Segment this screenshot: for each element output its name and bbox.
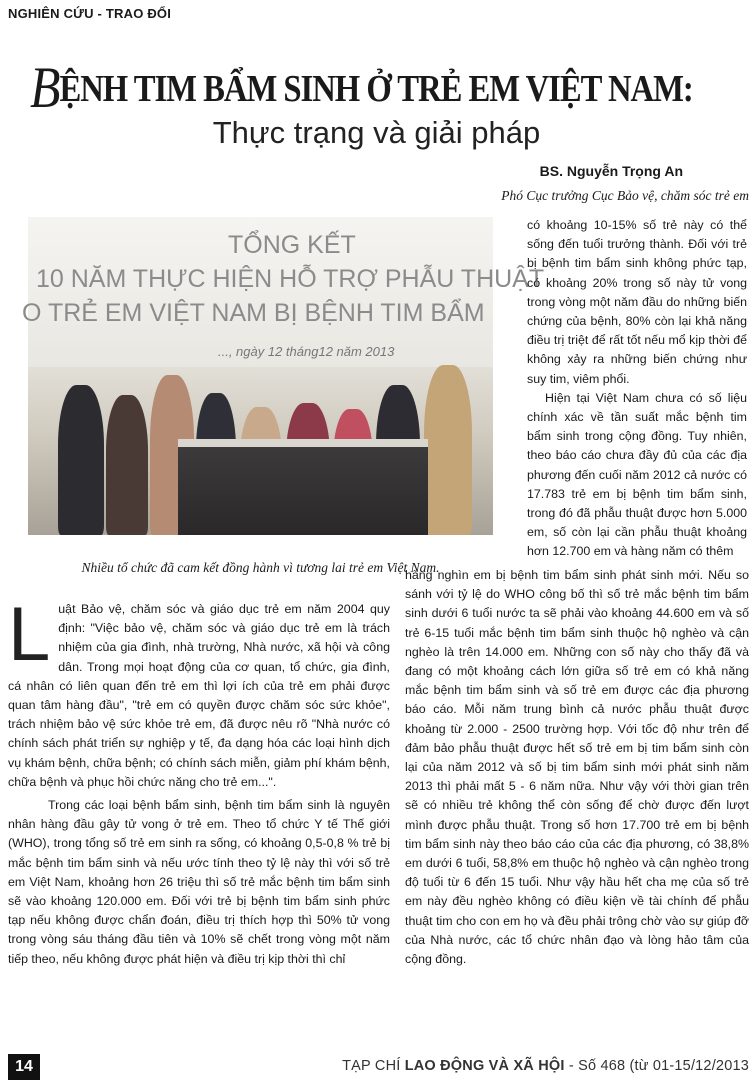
person-figure — [58, 385, 104, 535]
article-photo — [22, 217, 545, 535]
journal-prefix: TẠP CHÍ — [342, 1058, 405, 1074]
banner-line-2: 10 NĂM THỰC HIỆN HỖ TRỢ PHẪU THUẬT — [36, 265, 545, 293]
left-column — [8, 592, 390, 969]
middle-column — [405, 566, 749, 969]
paragraph: hàng nghìn em bị bệnh tim bẩm sinh phát sinh mới. Nếu so sánh với tỷ lệ do WHO công bố thì số trẻ mắc bệnh tim bẩm sinh dưới 6 tuổi nước ta sẽ phải vào khoảng 44.600 em và số trẻ 6-15 tuổi mắc bệnh tim bẩm sinh thuộc hộ nghèo và cận nghèo là trên 14.000 em. Những con số này cho thấy đã và đang có một khoảng cách lớn giữa số trẻ em có khả năng mắc bệnh tim bẩm sinh và số trẻ em được các địa phương báo cáo. Mỗi năm trung bình cả nước phẫu thuật được khoảng từ 2.000 - 2500 trường hợp. Với tốc độ như trên để đảm bảo phẫu thuật được hết số trẻ em bị tim bẩm sinh còn lại của năm 2012 và số bị tim bẩm sinh mới phát sinh năm 2013 thì phải mất 5 - 6 năm nữa. Như vậy với thời gian trên sẽ có nhiều trẻ không thể còn sống để chờ được đến lượt mình được phẫu thuật. Trong số hơn 17.700 trẻ em bị bệnh tim bẩm sinh này theo báo cáo của các địa phương, có 38,8% em dưới 6 tuổi, 58,8% em thuộc hộ nghèo và cận nghèo trong độ tuổi từ 6 đến 15 tuổi. Như vậy hầu hết cha mẹ của số trẻ em này đều nghèo không có điều kiện về tài chính để phẫu thuật tim cho con em họ và đều phải trông chờ vào sự giúp đỡ của Nhà nước, các tổ chức nhân đạo và lòng hảo tâm của cộng đồng. — [405, 568, 749, 967]
banner-date: ..., ngày 12 tháng12 năm 2013 — [218, 344, 395, 359]
banner-line-3: O TRẺ EM VIỆT NAM BỊ BỆNH TIM BẨM — [22, 299, 485, 327]
section-label: NGHIÊN CỨU - TRAO ĐỔI — [8, 6, 172, 21]
paragraph: có khoảng 10-15% số trẻ này có thể sống đến tuổi trưởng thành. Đối với trẻ bị bệnh tim bẩm sinh không phức tạp, có khoảng 20% trong số này tử vong trong vòng một năm đầu do những biến chứng của bệnh, 80% còn lại khả năng điều trị triệt để rất tốt nếu mổ kịp thời để không xảy ra những biến chứng như suy tim, viêm phổi. — [527, 218, 747, 386]
page-footer — [0, 1048, 753, 1089]
journal-name: LAO ĐỘNG VÀ XÃ HỘI — [404, 1058, 565, 1074]
banner-line-1: TỔNG KẾT — [228, 231, 356, 259]
author-name: BS. Nguyễn Trọng An — [539, 163, 683, 179]
journal-issue: - Số 468 (từ 01-15/12/2013 — [564, 1058, 749, 1074]
signing-table — [178, 447, 428, 535]
right-column-top — [527, 216, 747, 562]
photo-caption: Nhiều tổ chức đã cam kết đồng hành vì tương lai trẻ em Việt Nam. — [81, 560, 440, 575]
person-figure — [106, 395, 148, 535]
author-role: Phó Cục trưởng Cục Bảo vệ, chăm sóc trẻ em — [501, 188, 749, 203]
paragraph: Hiện tại Việt Nam chưa có số liệu chính xác về tần suất mắc bệnh tim bẩm sinh trong cộng đồng. Tuy nhiên, theo báo cáo chưa đầy đủ của các địa phương đến cuối năm 2012 cả nước có 17.783 trẻ em bị bệnh tim bẩm sinh, trong đó đã phẫu thuật được hơn 5.000 em, số còn lại cần phẫu thuật khoảng hơn 12.700 em và hàng năm có thêm — [527, 390, 747, 559]
article-subtitle: Thực trạng và giải pháp — [212, 115, 541, 150]
journal-line — [342, 1058, 749, 1074]
paragraph: Trong các loại bệnh bẩm sinh, bệnh tim bẩm sinh là nguyên nhân hàng đầu gây tử vong ở trẻ em. Theo tổ chức Y tế Thế giới (WHO), trong tổng số trẻ em sinh ra sống, có khoảng 0,5-0,8 % trẻ bị mắc bệnh tim bẩm sinh và nếu ước tính theo tỷ lệ này thì với số trẻ em Việt Nam, khoảng hơn 26 triệu thì số trẻ mắc bệnh tim bẩm sinh sẽ vào khoảng 120.000 em. Đối với trẻ bị bệnh tim bẩm sinh phức tạp nếu không được chẩn đoán, điều trị thích hợp thì 50% tử vong trong vòng sáu tháng đầu tiên và 10% sẽ chết trong vòng một năm tiếp theo, nếu không được phát hiện và điều trị kịp thời thì chỉ — [8, 798, 390, 966]
paragraph — [8, 592, 390, 792]
page-number: 14 — [8, 1054, 40, 1080]
person-figure — [424, 365, 472, 535]
title-dropcap: B — [30, 55, 60, 120]
paragraph-dropcap: L — [8, 592, 51, 677]
paragraph-text: uật Bảo vệ, chăm sóc và giáo dục trẻ em năm 2004 quy định: "Việc bảo vệ, chăm sóc và giáo dục trẻ em là trách nhiệm của gia đình, nhà trường, Nhà nước, xã hội và công dân. Trong mọi hoạt động của cơ quan, tổ chức, gia đình, cá nhân có liên quan đến trẻ em thì lợi ích của trẻ em phải được quan tâm hàng đầu", "trẻ em có quyền được chăm sóc sức khỏe", trách nhiệm bảo vệ sức khỏe trẻ em, đã được nêu rõ "Nhà nước có chính sách phát triển sự nghiệp y tế, đa dạng hóa các loại hình dịch vụ khám bệnh, chữa bệnh; có chính sách miễn, giảm phí khám bệnh, chữa bệnh và phục hồi chức năng cho trẻ em...". — [8, 602, 390, 789]
title-rest: ỆNH TIM BẨM SINH Ở TRẺ EM VIỆT NAM: — [59, 68, 693, 110]
article-title-line1 — [30, 54, 693, 121]
